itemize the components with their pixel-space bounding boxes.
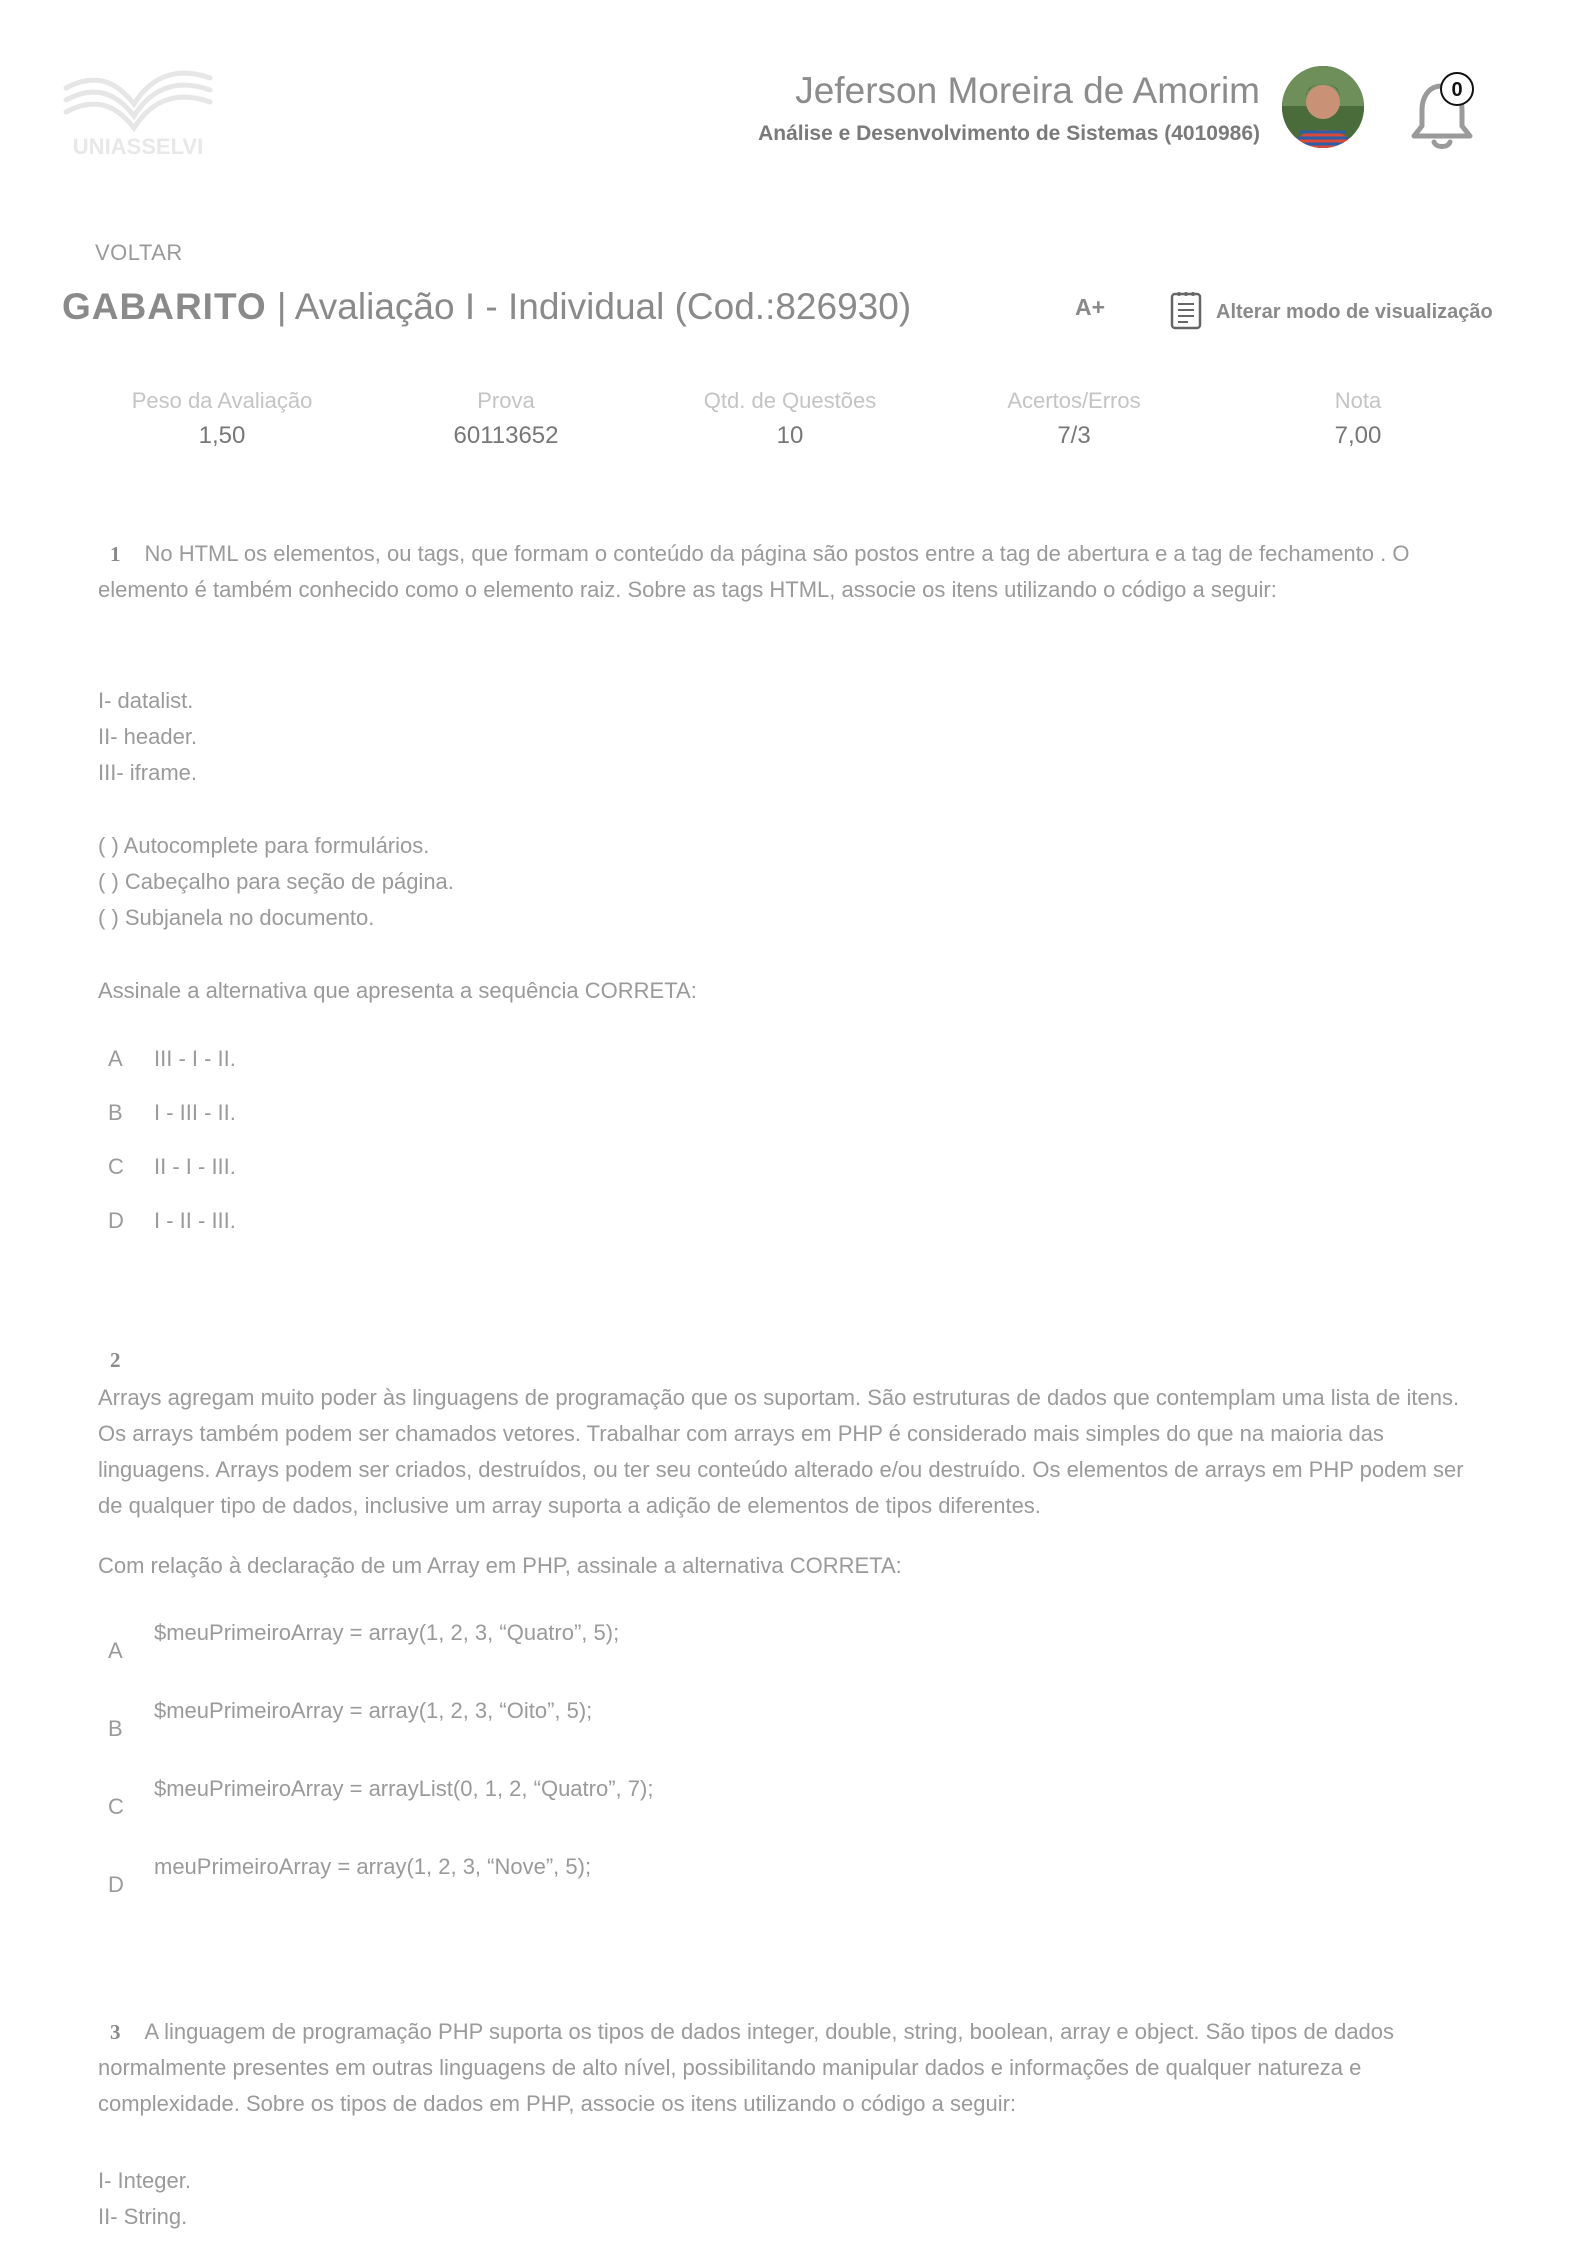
list-item: ( ) Subjanela no documento. [98,905,375,930]
question-1-text [98,536,1478,608]
option-letter: A [108,1638,123,1663]
view-mode-button[interactable] [1170,290,1493,335]
option-text: $meuPrimeiroArray = array(1, 2, 3, “Quatro”, 5); [154,1620,620,1645]
svg-text:UNIASSELVI: UNIASSELVI [72,134,204,159]
summary-value: 7/3 [1057,422,1091,449]
list-item: II- String. [98,2204,188,2229]
list-item: ( ) Autocomplete para formulários. [98,833,430,858]
question-1-option-a[interactable] [98,1046,236,1072]
option-text: $meuPrimeiroArray = arrayList(0, 1, 2, “Quatro”, 7); [154,1776,654,1801]
avatar[interactable] [1282,66,1364,148]
uniasselvi-logo [62,64,214,160]
option-letter: B [108,1716,123,1741]
option-letter: B [108,1100,123,1125]
summary-acertos [944,388,1204,450]
summary-value: 1,50 [198,422,246,449]
question-number: 1 [110,542,121,566]
option-letter: D [108,1208,124,1233]
summary-nota [1228,388,1488,450]
option-letter: C [108,1154,124,1179]
summary-value: 60113652 [453,422,559,449]
summary-value: 10 [776,422,804,449]
question-statement: A linguagem de programação PHP suporta os tipos de dados integer, double, string, boolean, array e object. São tipos de dados normalmente presentes em outras linguagens de alto nível, possibilitando manipular dados e informações de qualquer natureza e complexidade. Sobre os tipos de dados em PHP, associe os itens utilizando o código a seguir: [98,2019,1395,2116]
view-mode-label: Alterar modo de visualização [1216,301,1493,323]
option-letter: A [108,1046,123,1071]
question-1-option-c[interactable] [98,1154,236,1180]
notification-count-badge: 0 [1440,72,1474,106]
list-item: I- Integer. [98,2168,191,2193]
option-text: $meuPrimeiroArray = array(1, 2, 3, “Oito”, 5); [154,1698,593,1723]
summary-label: Acertos/Erros [1007,388,1141,413]
list-item: I- datalist. [98,688,194,713]
summary-prova [376,388,636,450]
option-text: meuPrimeiroArray = array(1, 2, 3, “Nove”, 5); [154,1854,592,1879]
question-2-text: Arrays agregam muito poder às linguagens de programação que os suportam. São estruturas de dados que contemplam uma lista de itens. Os arrays também podem ser chamados vetores. Trabalhar com arrays em PHP é considerado mais simples do que na maioria das linguagens. Arrays podem ser criados, destruídos, ou ter seu conteúdo alterado e/ou destruído. Os elementos de arrays em PHP podem ser de qualquer tipo de dados, inclusive um array suporta a adição de elementos de tipos diferentes. [98,1385,1464,1518]
option-text: II - I - III. [154,1154,236,1179]
question-number: 3 [110,2020,121,2044]
question-prompt: Assinale a alternativa que apresenta a sequência CORRETA: [98,978,697,1003]
option-text: I - III - II. [154,1100,236,1125]
list-item: ( ) Cabeçalho para seção de página. [98,869,454,894]
summary-value: 7,00 [1334,422,1382,449]
question-1-option-d[interactable] [98,1208,236,1234]
summary-label: Peso da Avaliação [131,388,313,413]
list-item: III- iframe. [98,760,198,785]
option-letter: C [108,1794,124,1819]
title-exam-name: | Avaliação I - Individual (Cod.:826930) [266,286,912,327]
question-prompt: Com relação à declaração de um Array em PHP, assinale a alternativa CORRETA: [98,1553,902,1578]
summary-label: Prova [477,388,535,413]
title-gabarito: GABARITO [62,286,267,327]
back-link[interactable]: VOLTAR [95,240,183,265]
font-increase-button[interactable]: A+ [1075,294,1106,320]
page-title [62,286,911,328]
question-statement: No HTML os elementos, ou tags, que formam o conteúdo da página são postos entre a tag de abertura e a tag de fechamento . O elemento é também conhecido como o elemento raiz. Sobre as tags HTML, associe os itens utilizando o código a seguir: [98,541,1410,602]
summary-questoes [660,388,920,450]
option-text: III - I - II. [154,1046,236,1071]
option-text: I - II - III. [154,1208,236,1233]
notepad-icon [1170,290,1202,335]
option-letter: D [108,1872,124,1897]
question-number: 2 [110,1348,121,1372]
summary-label: Qtd. de Questões [703,388,877,413]
question-3-text [98,2014,1478,2122]
user-course: Análise e Desenvolvimento de Sistemas (4010986) [758,122,1260,145]
summary-label: Nota [1334,388,1382,413]
list-item: II- header. [98,724,198,749]
question-1-option-b[interactable] [98,1100,236,1126]
question-2-number-line [98,1347,145,1373]
user-name: Jeferson Moreira de Amorim [795,70,1260,111]
summary-peso [92,388,352,450]
